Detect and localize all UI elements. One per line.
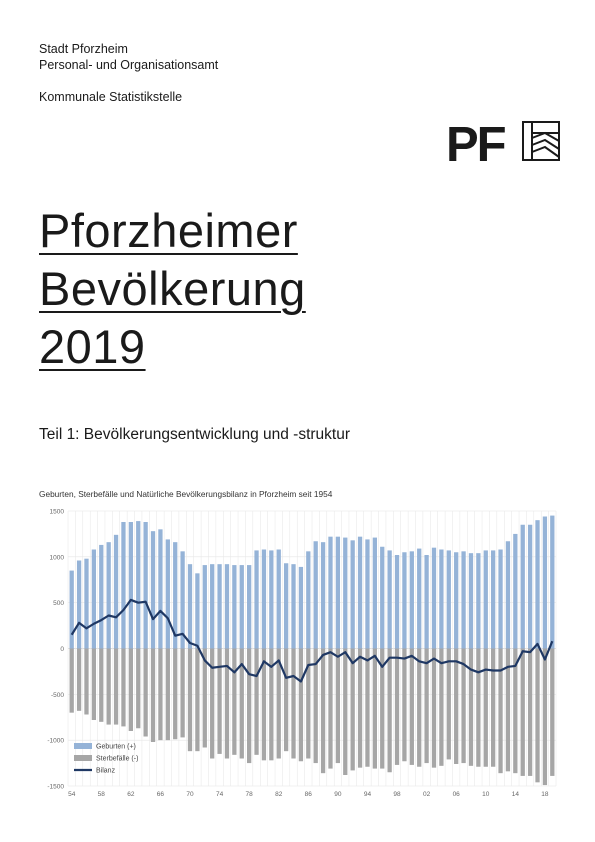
deaths-bar [143, 649, 147, 737]
births-bar [365, 539, 369, 648]
births-bar [107, 542, 111, 648]
deaths-bar [491, 649, 495, 767]
deaths-bar [84, 649, 88, 715]
y-tick-label: 1000 [49, 554, 64, 562]
x-tick-label: 14 [511, 791, 519, 798]
births-bar [262, 550, 266, 649]
births-bar [343, 538, 347, 649]
deaths-bar [314, 649, 318, 764]
y-tick-label: -1500 [47, 783, 64, 791]
deaths-bar [188, 649, 192, 752]
births-bar [321, 542, 325, 648]
births-bar [210, 564, 214, 648]
births-bar [92, 550, 96, 649]
deaths-bar [550, 649, 554, 776]
deaths-bar [121, 649, 125, 727]
births-bar [395, 555, 399, 649]
deaths-bar [247, 649, 251, 764]
x-tick-label: 58 [97, 791, 105, 798]
title-line-2: Bevölkerung [39, 262, 306, 315]
y-tick-label: 1500 [49, 508, 64, 516]
births-bar [306, 551, 310, 648]
deaths-bar [299, 649, 303, 762]
deaths-bar [373, 649, 377, 769]
deaths-bar [328, 649, 332, 769]
births-bar [158, 529, 162, 648]
deaths-bar [232, 649, 236, 755]
deaths-bar [180, 649, 184, 738]
deaths-bar [351, 649, 355, 771]
births-bar [461, 551, 465, 648]
births-bar [328, 537, 332, 649]
births-bar [269, 550, 273, 648]
deaths-bar [402, 649, 406, 762]
births-bar [358, 537, 362, 649]
births-bar [151, 531, 155, 648]
deaths-bar [254, 649, 258, 755]
x-tick-label: 06 [452, 791, 460, 798]
births-bar [387, 550, 391, 648]
x-tick-label: 62 [127, 791, 135, 798]
births-bar [506, 541, 510, 648]
deaths-bar [166, 649, 170, 741]
deaths-bar [543, 649, 547, 786]
births-bar [432, 548, 436, 649]
births-bar [143, 522, 147, 649]
births-bar [247, 565, 251, 648]
births-bar [203, 565, 207, 648]
deaths-bar [336, 649, 340, 764]
births-bar [351, 540, 355, 648]
births-bar [114, 535, 118, 649]
births-bar [70, 571, 74, 649]
statistics-unit: Kommunale Statistikstelle [39, 90, 183, 104]
births-bar [136, 521, 140, 648]
deaths-bar [521, 649, 525, 776]
births-bar [402, 552, 406, 648]
title-line-3: 2019 [39, 320, 146, 373]
y-tick-label: 500 [53, 600, 64, 608]
x-tick-label: 82 [275, 791, 283, 798]
deaths-bar [284, 649, 288, 752]
births-bar [528, 525, 532, 649]
births-bar [484, 550, 488, 648]
births-bar [188, 564, 192, 648]
y-tick-label: -1000 [47, 737, 64, 745]
deaths-bar [387, 649, 391, 773]
deaths-bar [358, 649, 362, 768]
deaths-bar [439, 649, 443, 766]
births-bar [543, 517, 547, 649]
logo-mark-icon [523, 122, 559, 160]
x-tick-label: 74 [215, 791, 224, 798]
births-bar [373, 538, 377, 649]
births-bar [217, 564, 221, 648]
births-bar [291, 564, 295, 648]
city-name: Stadt Pforzheim [39, 42, 128, 56]
deaths-bar [484, 649, 488, 767]
legend-label: Sterbefälle (-) [96, 755, 139, 763]
births-bar [410, 551, 414, 648]
deaths-bar [173, 649, 177, 740]
births-bar [277, 550, 281, 649]
legend-label: Geburten (+) [96, 743, 136, 751]
department-name: Personal- und Organisationsamt [39, 58, 219, 72]
pf-logo-text: PF [446, 121, 505, 161]
births-bar [498, 550, 502, 649]
legend-swatch [74, 743, 92, 749]
births-bar [380, 547, 384, 649]
deaths-bar [291, 649, 295, 759]
births-bar [254, 550, 258, 648]
x-tick-label: 54 [68, 791, 76, 798]
x-tick-label: 10 [482, 791, 490, 798]
births-bar [424, 555, 428, 649]
births-bar [129, 522, 133, 649]
legend-label: Bilanz [96, 767, 116, 775]
deaths-bar [535, 649, 539, 783]
deaths-bar [469, 649, 473, 766]
x-tick-label: 90 [334, 791, 342, 798]
births-bar [476, 553, 480, 648]
deaths-bar [395, 649, 399, 765]
births-bar [439, 550, 443, 649]
births-bar [225, 564, 229, 648]
births-bar [535, 520, 539, 648]
population-chart [36, 502, 560, 802]
births-bar [232, 565, 236, 648]
births-bar [284, 563, 288, 648]
organization-block [39, 41, 218, 73]
pf-logo [446, 121, 561, 161]
births-bar [299, 567, 303, 649]
births-bar [469, 553, 473, 648]
x-tick-label: 70 [186, 791, 194, 798]
chart-title: Geburten, Sterbefälle und Natürliche Bevölkerungsbilanz in Pforzheim seit 1954 [39, 489, 333, 499]
births-bar [417, 549, 421, 649]
deaths-bar [498, 649, 502, 774]
births-bar [166, 539, 170, 648]
deaths-bar [114, 649, 118, 725]
births-bar [336, 537, 340, 649]
births-bar [521, 525, 525, 649]
deaths-bar [343, 649, 347, 776]
x-tick-label: 66 [156, 791, 165, 798]
deaths-bar [447, 649, 451, 760]
births-bar [77, 561, 81, 649]
deaths-bar [424, 649, 428, 764]
deaths-bar [476, 649, 480, 767]
deaths-bar [136, 649, 140, 729]
births-bar [195, 573, 199, 648]
births-bar [513, 534, 517, 649]
deaths-bar [92, 649, 96, 721]
deaths-bar [365, 649, 369, 767]
y-tick-label: 0 [60, 646, 64, 653]
deaths-bar [528, 649, 532, 776]
deaths-bar [151, 649, 155, 743]
deaths-bar [107, 649, 111, 725]
deaths-bar [417, 649, 421, 767]
deaths-bar [454, 649, 458, 765]
document-subtitle: Teil 1: Bevölkerungsentwicklung und -struktur [39, 426, 351, 443]
x-tick-label: 18 [541, 791, 549, 798]
births-bar [314, 541, 318, 648]
y-tick-label: -500 [50, 691, 64, 699]
deaths-bar [129, 649, 133, 732]
births-bar [454, 552, 458, 648]
births-bar [550, 516, 554, 649]
title-line-1: Pforzheimer [39, 204, 298, 257]
x-tick-label: 86 [304, 791, 312, 798]
births-bar [240, 565, 244, 648]
deaths-bar [70, 649, 74, 713]
deaths-bar [321, 649, 325, 774]
deaths-bar [217, 649, 221, 754]
births-bar [491, 550, 495, 648]
deaths-bar [410, 649, 414, 765]
deaths-bar [195, 649, 199, 752]
document-title [39, 202, 306, 376]
births-bar [99, 545, 103, 649]
x-tick-label: 94 [363, 791, 372, 798]
deaths-bar [99, 649, 103, 722]
x-tick-label: 02 [422, 791, 431, 798]
deaths-bar [77, 649, 81, 711]
deaths-bar [158, 649, 162, 741]
births-bar [121, 522, 125, 649]
legend-swatch [74, 755, 92, 761]
x-tick-label: 98 [393, 791, 401, 798]
births-bar [447, 550, 451, 648]
deaths-bar [432, 649, 436, 768]
births-bar [84, 559, 88, 649]
x-tick-label: 78 [245, 791, 253, 798]
